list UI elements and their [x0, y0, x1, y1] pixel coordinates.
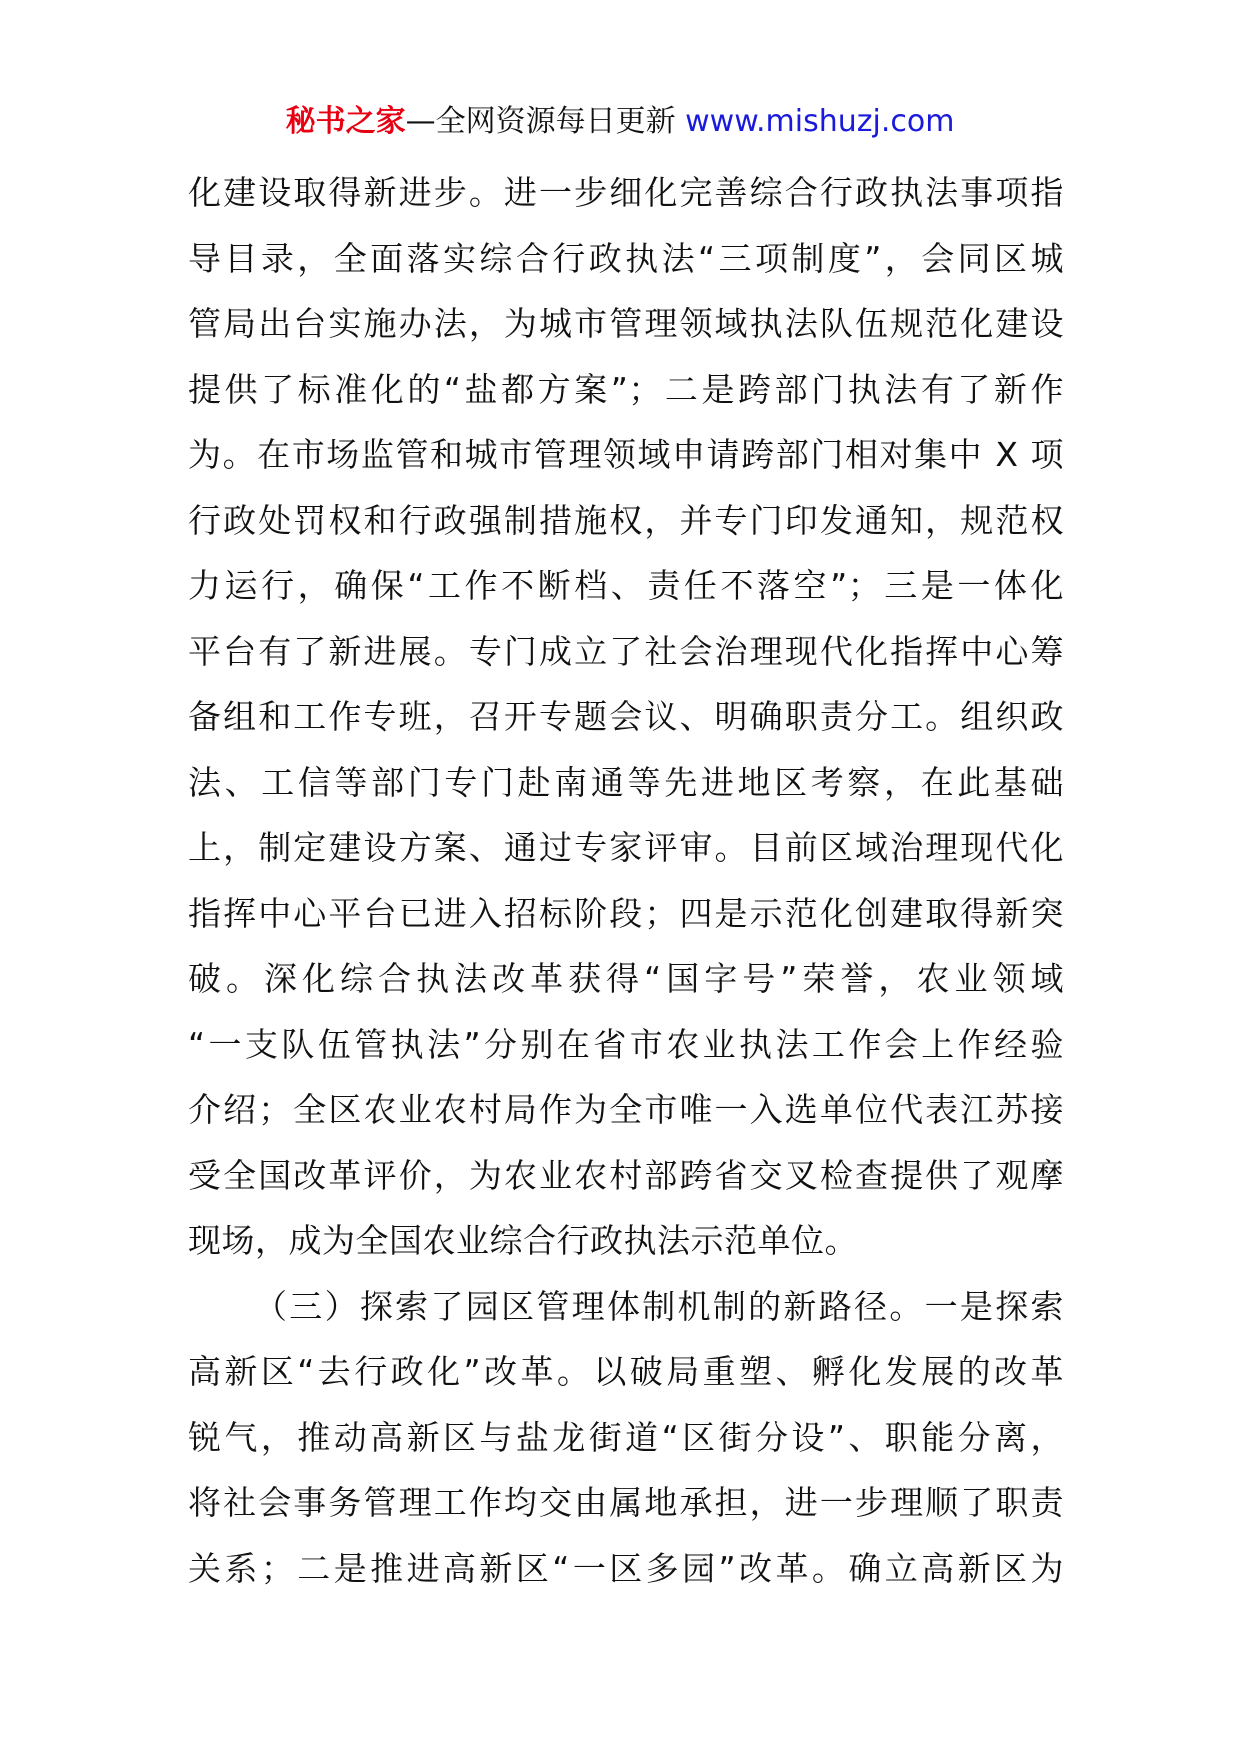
text-line: 备组和工作专班，召开专题会议、明确职责分工。组织政: [188, 697, 1064, 736]
text-line: 化建设取得新进步。进一步细化完善综合行政执法事项指: [188, 173, 1064, 212]
section-heading-line: （三）探索了园区管理体制机制的新路径。一是探索: [254, 1286, 1064, 1326]
text-line: 平台有了新进展。专门成立了社会治理现代化指挥中心筹: [188, 631, 1064, 671]
text-line: 为。在市场监管和城市管理领域申请跨部门相对集中 X 项: [188, 435, 1064, 474]
text-line: 将社会事务管理工作均交由属地承担，进一步理顺了职责: [188, 1483, 1064, 1522]
paragraph-end-line: 现场，成为全国农业综合行政执法示范单位。: [188, 1221, 858, 1260]
header-url-link[interactable]: www.mishuzj.com: [685, 104, 955, 139]
text-line: 力运行，确保“工作不断档、责任不落空”；三是一体化: [188, 566, 1064, 605]
text-line: “一支队伍管执法”分别在省市农业执法工作会上作经验: [188, 1024, 1064, 1064]
text-line: 高新区“去行政化”改革。以破局重塑、孵化发展的改革: [188, 1352, 1064, 1391]
text-line: 法、工信等部门专门赴南通等先进地区考察，在此基础: [188, 762, 1064, 802]
text-line: 介绍；全区农业农村局作为全市唯一入选单位代表江苏接: [188, 1090, 1064, 1129]
document-body: [188, 160, 1064, 1601]
page-header: [0, 100, 1240, 144]
text-line: 指挥中心平台已进入招标阶段；四是示范化创建取得新突: [188, 893, 1064, 933]
text-line: 提供了标准化的“盐都方案”；二是跨部门执法有了新作: [188, 369, 1064, 409]
text-line: 上，制定建设方案、通过专家评审。目前区域治理现代化: [188, 828, 1064, 867]
text-line: 关系；二是推进高新区“一区多园”改革。确立高新区为: [188, 1548, 1064, 1588]
text-line: 行政处罚权和行政强制措施权，并专门印发通知，规范权: [188, 500, 1064, 540]
text-line: 破。深化综合执法改革获得“国字号”荣誉，农业领域: [188, 959, 1064, 998]
brand-name: 秘书之家: [285, 104, 406, 139]
text-line: 受全国改革评价，为农业农村部跨省交叉检查提供了观摩: [188, 1155, 1064, 1195]
text-line: 锐气，推动高新区与盐龙街道“区街分设”、职能分离，: [188, 1417, 1064, 1457]
header-tagline: —全网资源每日更新: [405, 104, 676, 139]
text-line: 导目录，全面落实综合行政执法“三项制度”，会同区城: [188, 238, 1064, 278]
text-line: 管局出台实施办法，为城市管理领域执法队伍规范化建设: [188, 304, 1064, 343]
